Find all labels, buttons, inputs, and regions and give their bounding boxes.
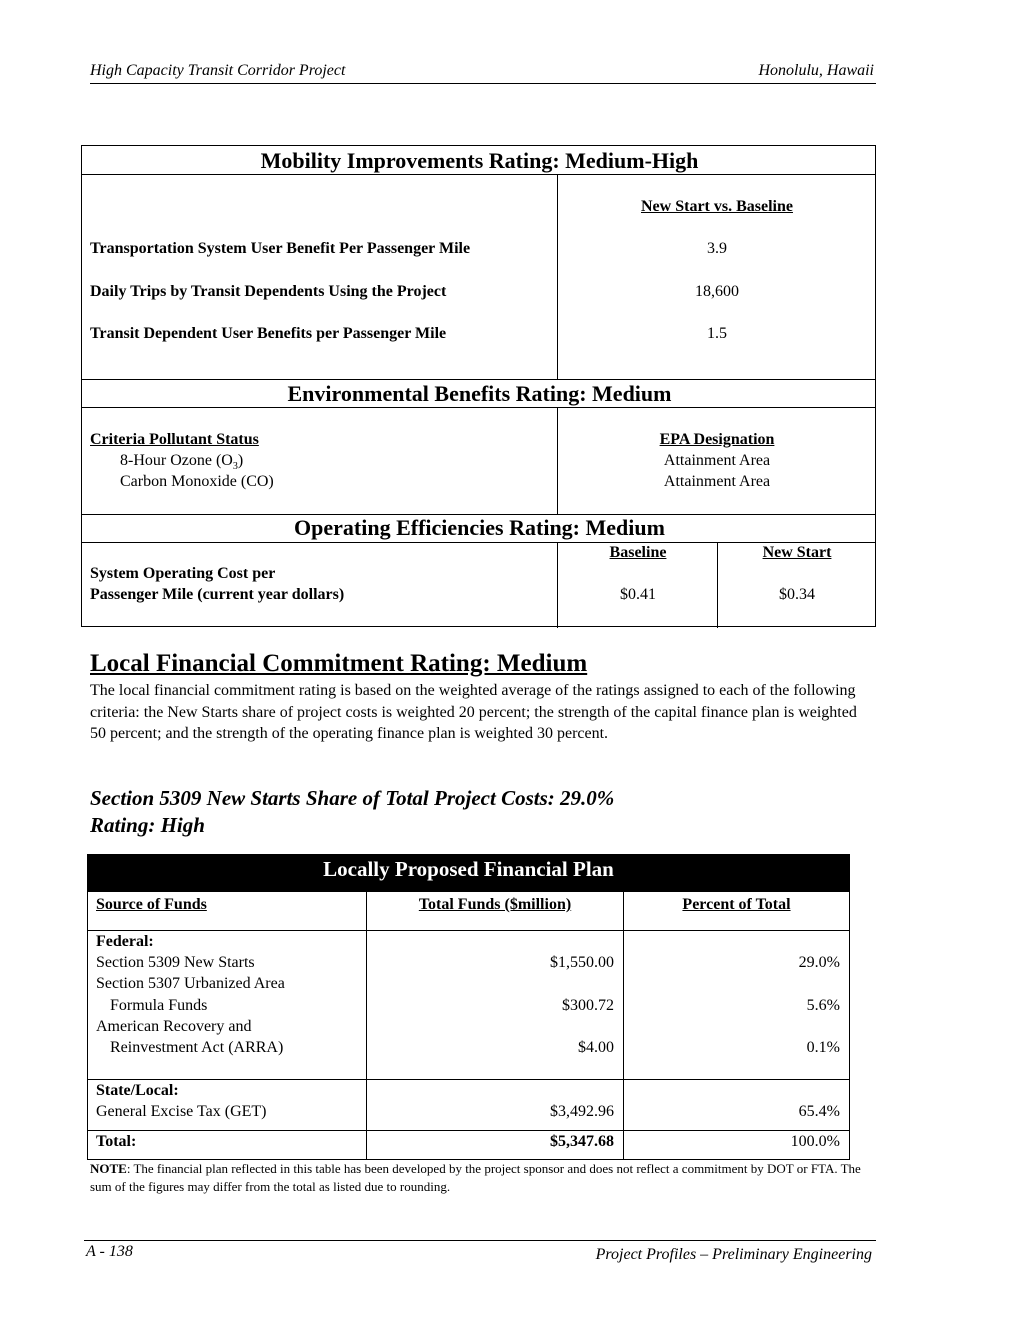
- header-location: Honolulu, Hawaii: [758, 62, 874, 79]
- page-footer: [84, 1240, 876, 1271]
- mobility-row-label: Daily Trips by Transit Dependents Using the Project: [90, 283, 447, 300]
- fund-percent: 29.0%: [798, 954, 840, 971]
- pollutant-ozone: 8-Hour Ozone $(O_3)$: [120, 452, 244, 473]
- mobility-row-value: 3.9: [707, 240, 727, 257]
- federal-label: Federal:: [96, 933, 154, 950]
- operating-title: Operating Efficiencies Rating: Medium: [294, 515, 665, 540]
- total-label: Total:: [96, 1133, 137, 1150]
- share-line: Section 5309 New Starts Share of Total Project Costs: 29.0%: [90, 786, 615, 810]
- page-header: [90, 62, 876, 84]
- page-number: A - 138: [86, 1243, 133, 1260]
- pollutant-co: Carbon Monoxide (CO): [120, 473, 274, 490]
- operating-label-line1: System Operating Cost per: [90, 565, 276, 582]
- newstart-header: New Start: [762, 544, 832, 561]
- baseline-header: Baseline: [609, 544, 667, 561]
- fund-percent: 5.6%: [806, 997, 840, 1014]
- fund-source: American Recovery and: [96, 1018, 252, 1035]
- mobility-column-header: New Start vs. Baseline: [641, 198, 793, 215]
- state-local-label: State/Local:: [96, 1082, 179, 1099]
- column-header-funds: Total Funds ($million): [418, 896, 572, 913]
- environment-title: Environmental Benefits Rating: Medium: [287, 381, 672, 406]
- fund-amount: $300.72: [562, 997, 614, 1014]
- fund-percent: 0.1%: [806, 1039, 840, 1056]
- epa-value: Attainment Area: [663, 473, 771, 490]
- total-amount: $5,347.68: [550, 1133, 614, 1150]
- fund-source-cont: Formula Funds: [110, 997, 208, 1014]
- mobility-title: Mobility Improvements Rating: Medium-High: [260, 148, 699, 173]
- note-text: NOTE: The financial plan reflected in this table has been developed by the project sponsor and does not reflect a commitment by DOT or FTA. The sum of the figures may differ from the total as listed due to rounding.: [90, 1161, 861, 1194]
- fund-source: Section 5309 New Starts: [96, 954, 255, 971]
- local-financial-title: Local Financial Commitment Rating: Medium: [90, 650, 588, 677]
- rating-line: Rating: High: [90, 813, 205, 837]
- mobility-row-value: 18,600: [695, 283, 739, 300]
- newstart-value: $0.34: [779, 586, 815, 603]
- total-percent: 100.0%: [790, 1133, 840, 1150]
- fund-amount: $3,492.96: [550, 1103, 614, 1120]
- pollutant-status-header: Criteria Pollutant Status: [90, 431, 259, 448]
- fund-source-cont: Reinvestment Act (ARRA): [110, 1039, 284, 1056]
- mobility-row-label: Transit Dependent User Benefits per Passenger Mile: [90, 325, 447, 342]
- column-header-percent: Percent of Total: [682, 896, 791, 913]
- footer-section: Project Profiles – Preliminary Engineering: [595, 1246, 872, 1263]
- baseline-value: $0.41: [620, 586, 656, 603]
- financial-plan-title: Locally Proposed Financial Plan: [87, 854, 850, 891]
- ratings-table: [81, 145, 876, 627]
- financial-plan-table: [87, 854, 850, 1160]
- mobility-row-label: Transportation System User Benefit Per Passenger Mile: [90, 240, 471, 257]
- local-financial-paragraph: The local financial commitment rating is based on the weighted average of the ratings assigned to each of the following criteria: the New Starts share of project costs is weighted 20 percent; the strength of the capital finance plan is weighted 50 percent; and the strength of the operating finance plan is weighted 30 percent.: [90, 682, 857, 742]
- mobility-row-value: 1.5: [707, 325, 727, 342]
- fund-percent: 65.4%: [798, 1103, 840, 1120]
- header-project-title: High Capacity Transit Corridor Project: [90, 62, 346, 79]
- epa-designation-header: EPA Designation: [659, 431, 775, 448]
- fund-amount: $1,550.00: [550, 954, 614, 971]
- fund-source: Section 5307 Urbanized Area: [96, 975, 285, 992]
- fund-source: General Excise Tax (GET): [96, 1103, 267, 1120]
- operating-label-line2: Passenger Mile (current year dollars): [90, 586, 345, 603]
- column-header-source: Source of Funds: [96, 896, 207, 913]
- epa-value: Attainment Area: [663, 452, 771, 469]
- fund-amount: $4.00: [578, 1039, 614, 1056]
